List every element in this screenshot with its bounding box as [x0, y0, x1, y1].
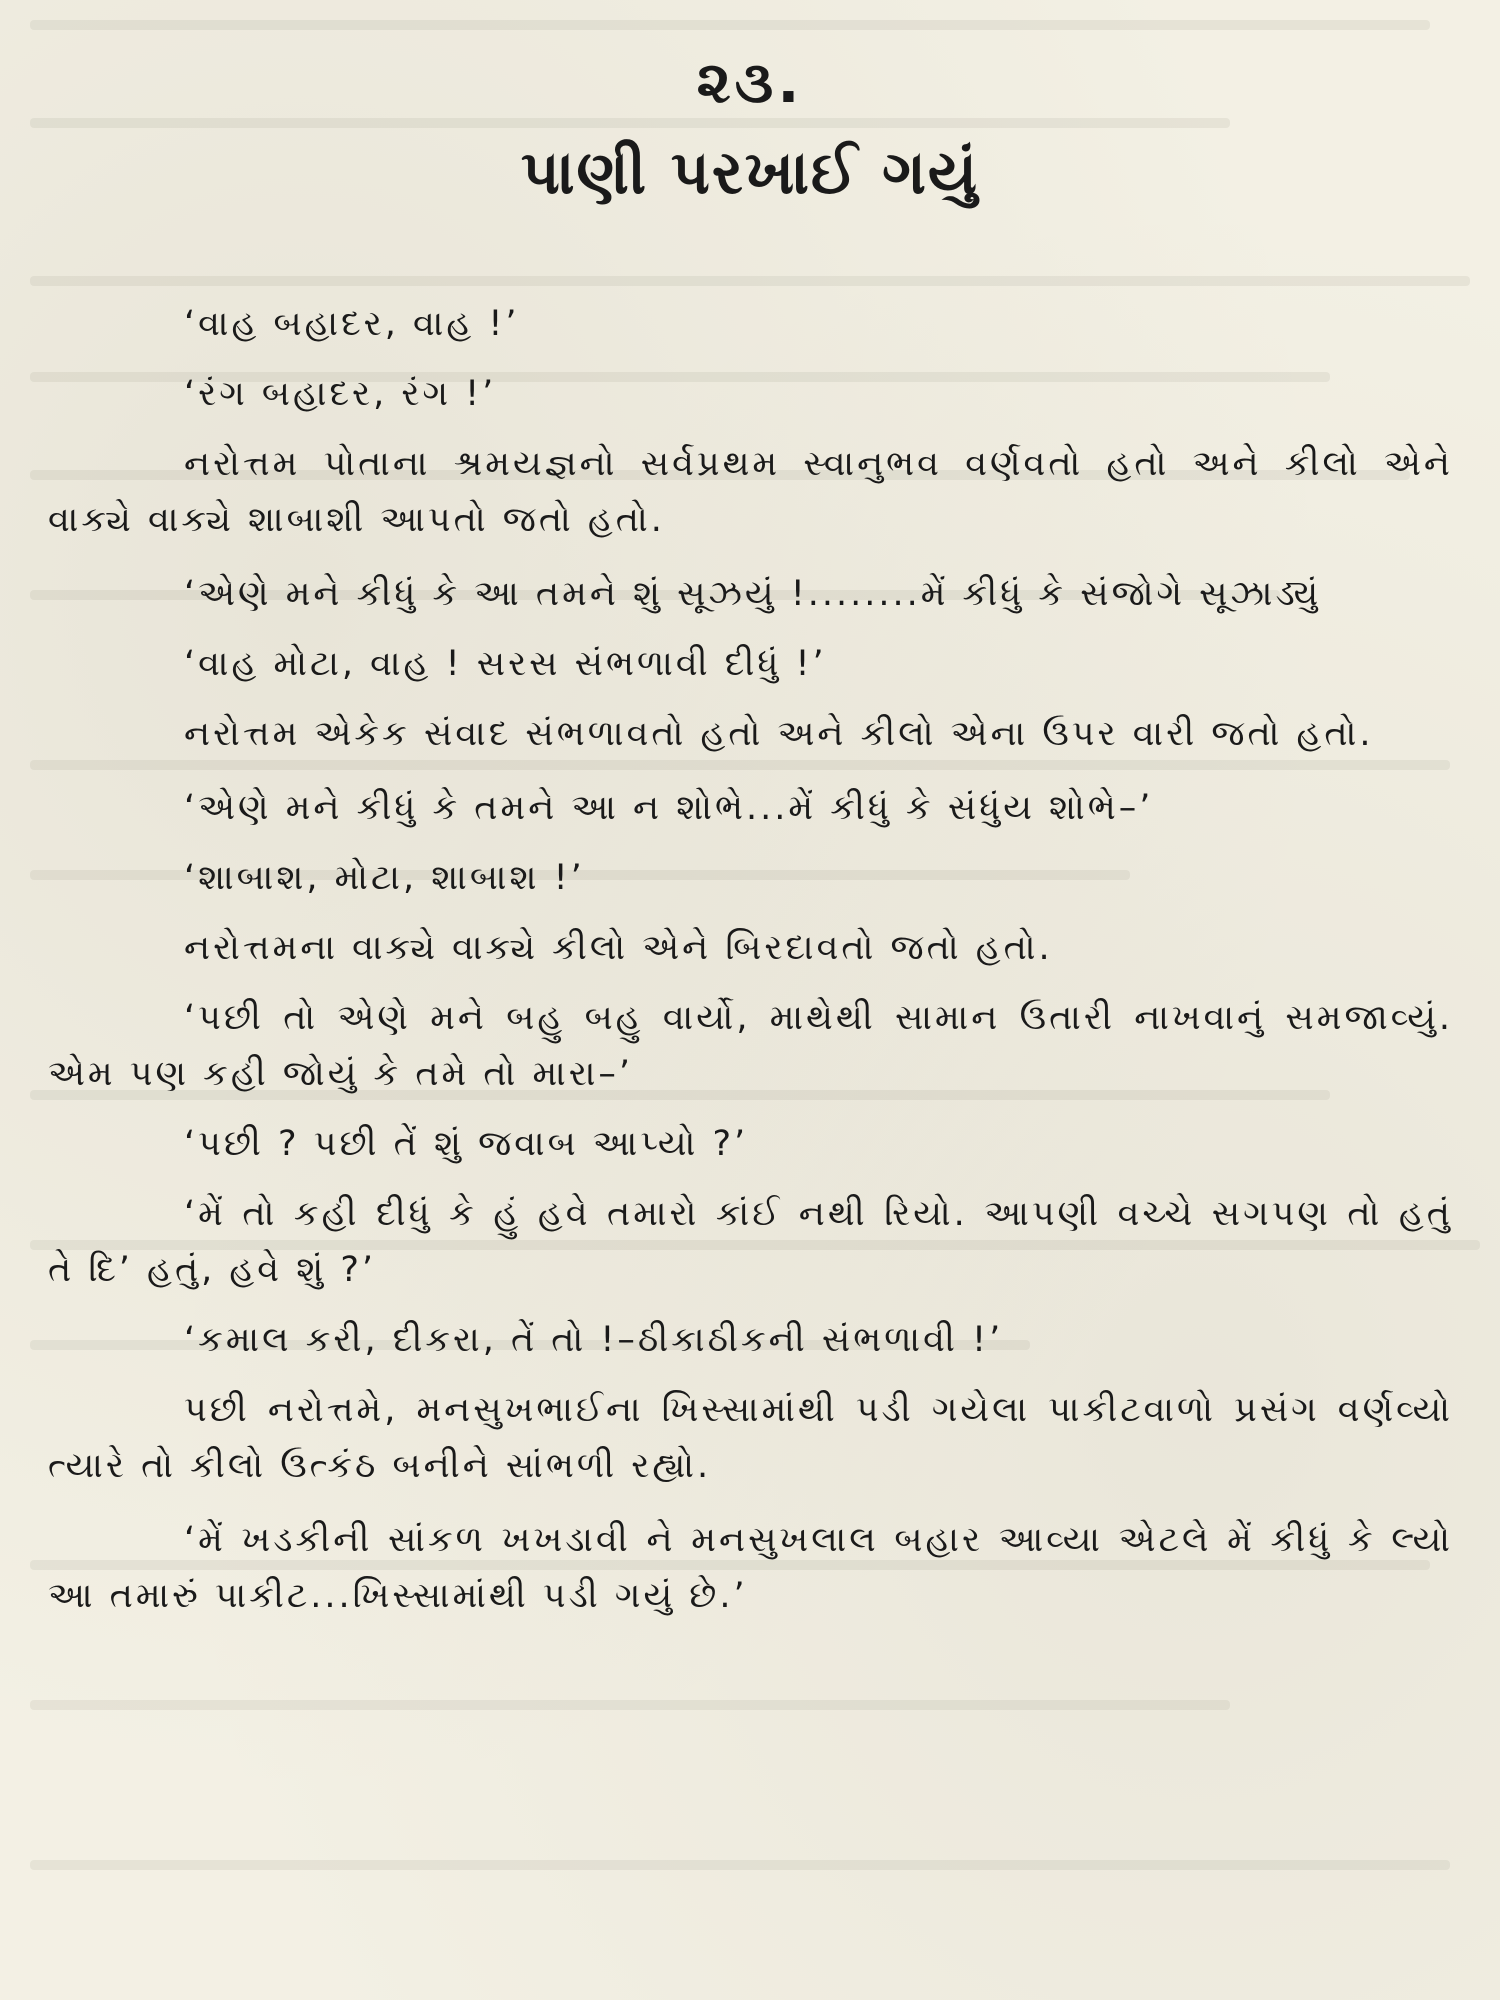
paragraph: ‘શાબાશ, મોટા, શાબાશ !’ [184, 858, 585, 898]
paragraph: ‘કમાલ કરી, દીકરા, તેં તો !–ઠીકાઠીકની સંભળાવી !’ [184, 1320, 1004, 1360]
paragraph: ‘એણે મને કીધું કે આ તમને શું સૂઝયું !........મેં કીધું કે સંજોગે સૂઝાડ્યું [184, 574, 1322, 614]
paragraph: ‘એણે મને કીધું કે તમને આ ન શોભે...મેં કીધું કે સંધુંય શોભે–’ [184, 788, 1154, 828]
paragraph: ‘પછી ? પછી તેં શું જવાબ આપ્યો ?’ [184, 1124, 749, 1164]
chapter-number: ૨૩. [696, 48, 804, 116]
paragraph: ‘મેં ખડકીની સાંકળ ખખડાવી ને મનસુખલાલ બહાર આવ્યા એટલે મેં કીધું કે લ્યો આ તમારું પાકીટ...ખિસ્સામાંથી પડી ગયું છે.’ [48, 1520, 1453, 1616]
paragraph: નરોત્તમ એકેક સંવાદ સંભળાવતો હતો અને કીલો એના ઉપર વારી જતો હતો. [184, 714, 1374, 754]
chapter-title: પાણી પરખાઈ ગયું [520, 138, 980, 208]
paragraph: નરોત્તમ પોતાના શ્રમયજ્ઞનો સર્વપ્રથમ સ્વાનુભવ વર્ણવતો હતો અને કીલો એને વાક્યે વાક્યે શાબાશી આપતો જતો હતો. [48, 444, 1453, 540]
paragraph: ‘પછી તો એણે મને બહુ બહુ વાર્યો, માથેથી સામાન ઉતારી નાખવાનું સમજાવ્યું. એમ પણ કહી જોયું કે તમે તો મારા–’ [48, 998, 1453, 1094]
paragraph: ‘મેં તો કહી દીધું કે હું હવે તમારો કાંઈ નથી રિયો. આપણી વચ્ચે સગપણ તો હતું તે દિ’ હતું, હવે શું ?’ [48, 1194, 1453, 1290]
paragraph: ‘વાહ મોટા, વાહ ! સરસ સંભળાવી દીધું !’ [184, 644, 827, 684]
chapter-body [48, 296, 1453, 1642]
paragraph: પછી નરોત્તમે, મનસુખભાઈના ખિસ્સામાંથી પડી ગયેલા પાકીટવાળો પ્રસંગ વર્ણવ્યો ત્યારે તો કીલો ઉત્કંઠ બનીને સાંભળી રહ્યો. [48, 1390, 1453, 1486]
paragraph: નરોત્તમના વાક્યે વાક્યે કીલો એને બિરદાવતો જતો હતો. [184, 928, 1053, 968]
paragraph: ‘રંગ બહાદર, રંગ !’ [184, 374, 497, 414]
paragraph: ‘વાહ બહાદર, વાહ !’ [184, 304, 520, 344]
